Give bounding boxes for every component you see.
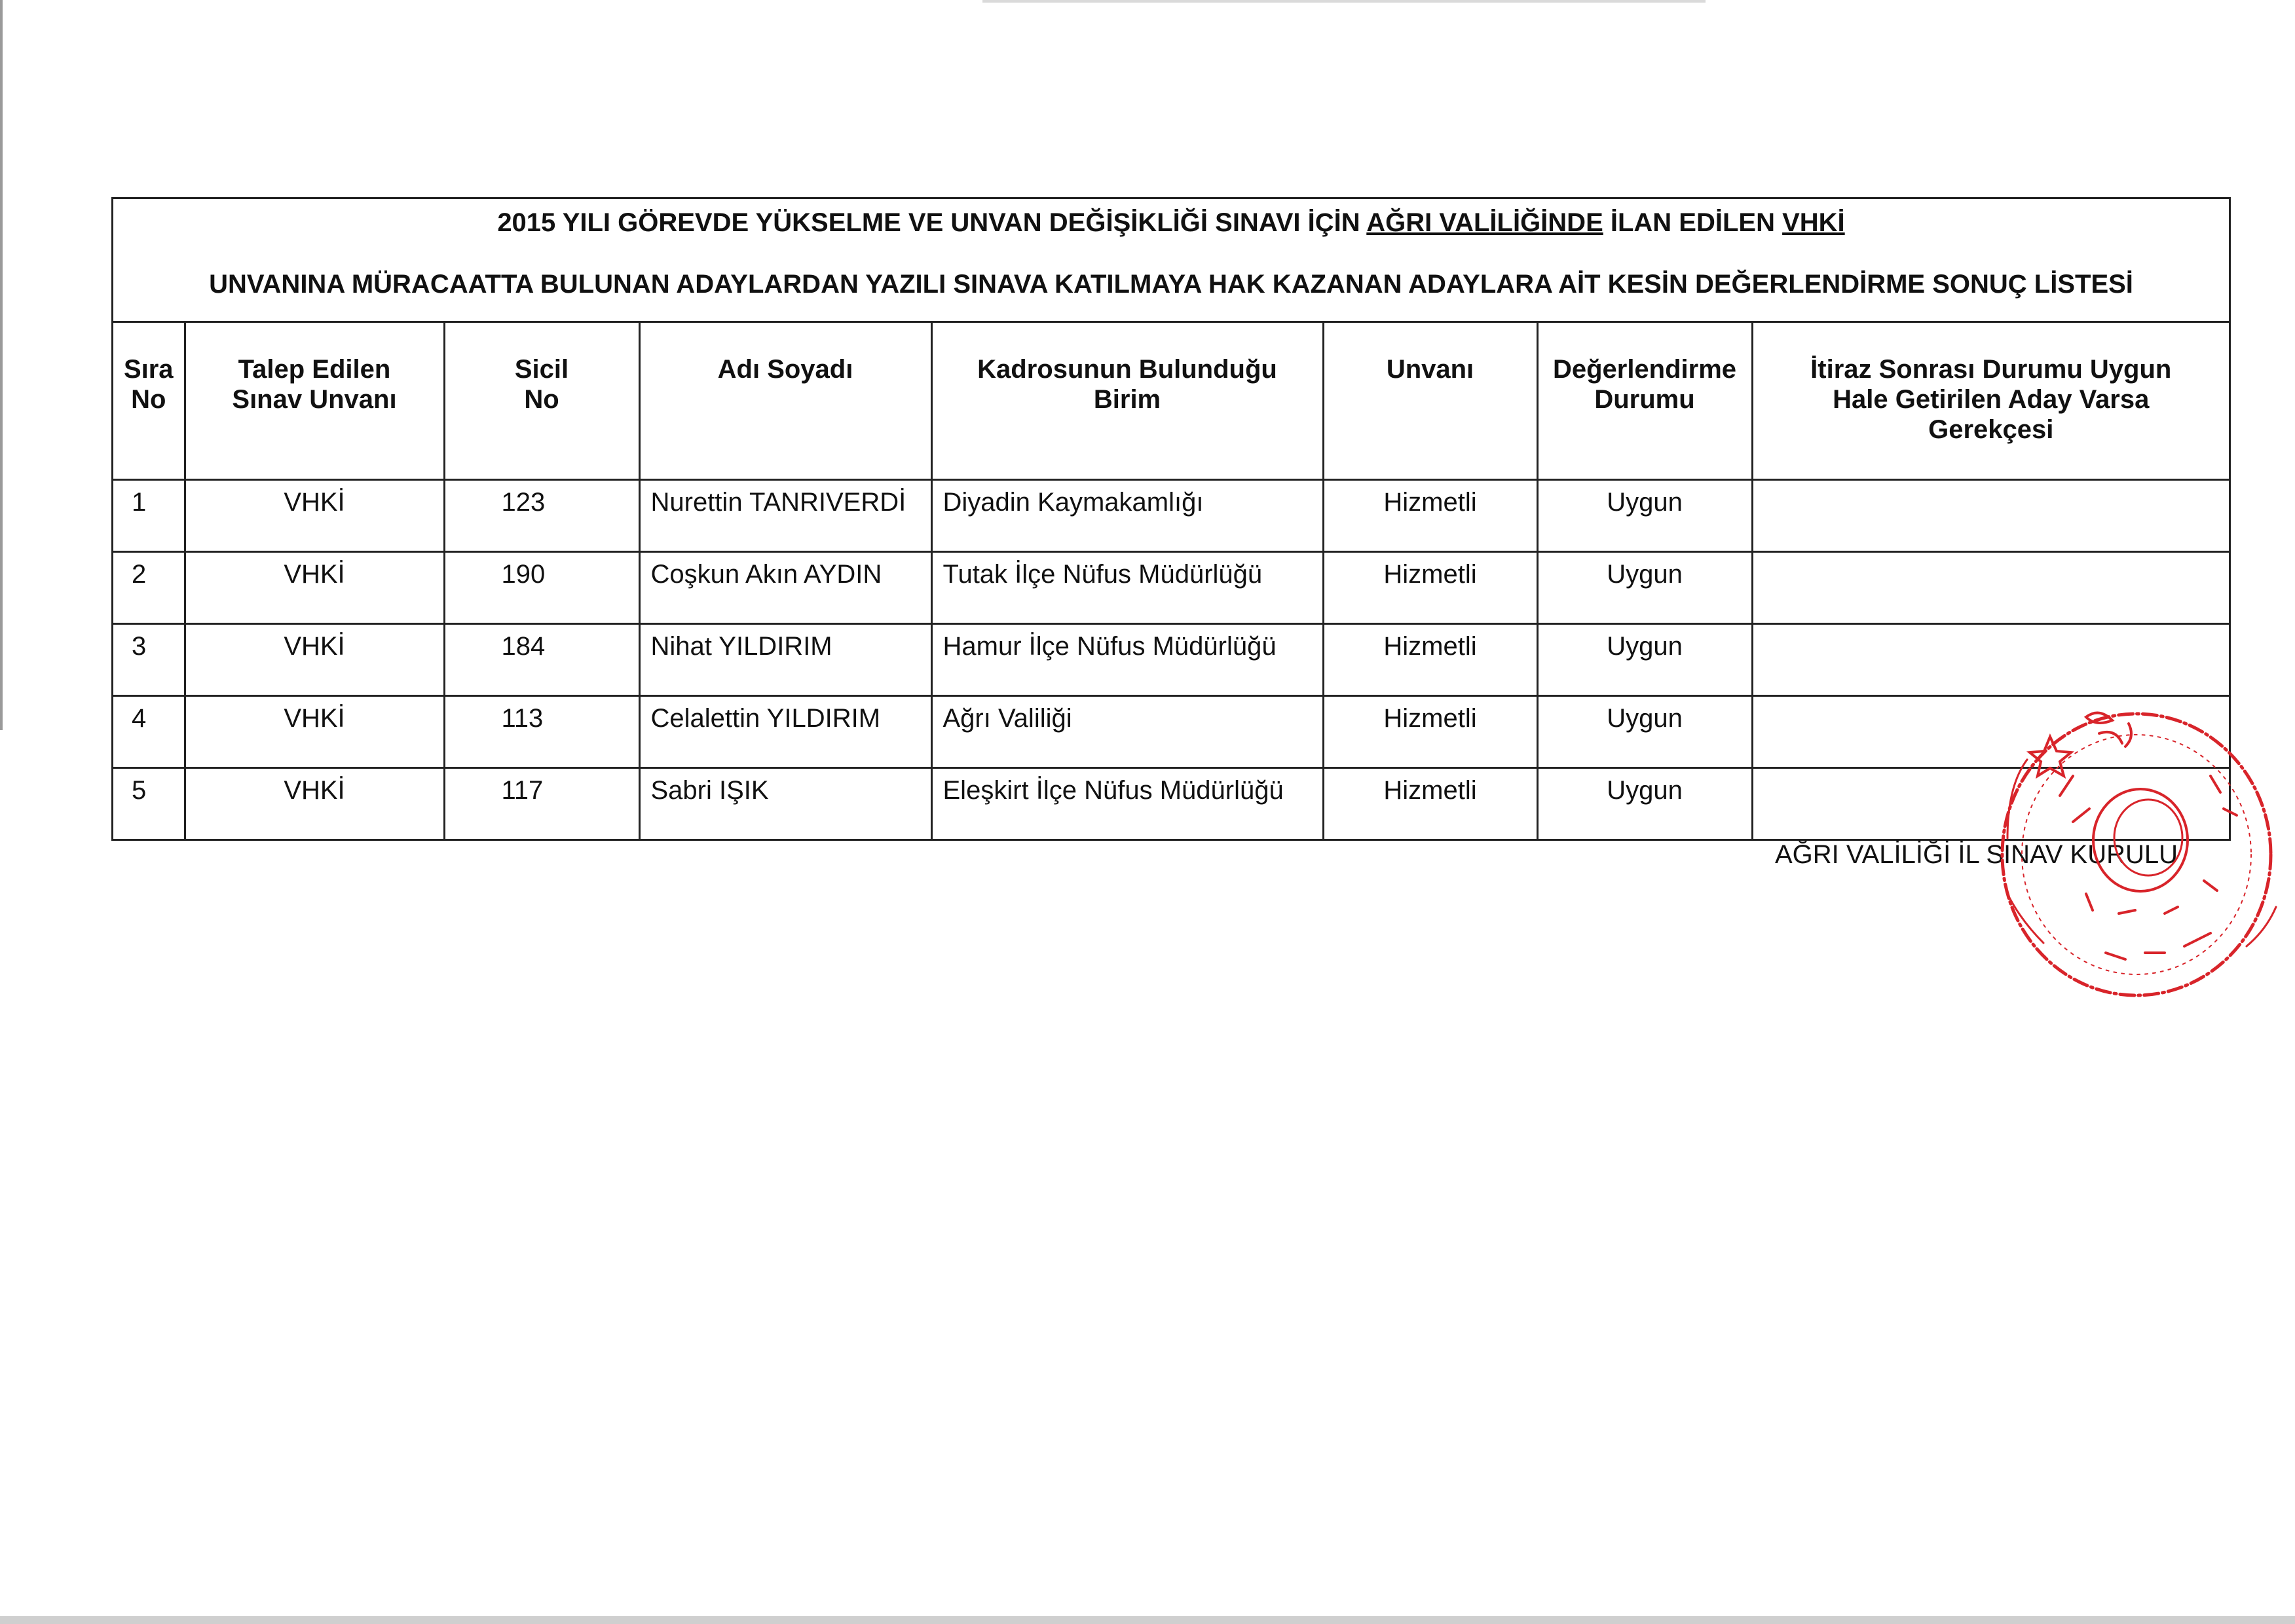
- cell-talep: VHKİ: [185, 624, 444, 696]
- cell-sira: 4: [113, 696, 185, 768]
- header-itiraz: İtiraz Sonrası Durumu Uygun Hale Getirilen Aday Varsa Gerekçesi: [1752, 323, 2229, 480]
- cell-talep: VHKİ: [185, 552, 444, 624]
- table-row: [113, 624, 2229, 696]
- header-degerlendirme: Değerlendirme Durumu: [1537, 323, 1752, 480]
- cell-durum: Uygun: [1537, 696, 1752, 768]
- cell-durum: Uygun: [1537, 624, 1752, 696]
- title-underlined-position: VHKİ: [1782, 208, 1845, 237]
- table-header-row: [113, 323, 2229, 480]
- title-line-1: 2015 YILI GÖREVDE YÜKSELME VE UNVAN DEĞİŞİKLİĞİ SINAVI İÇİN AĞRI VALİLİĞİNDE İLAN EDİLEN VHKİ: [497, 208, 1845, 237]
- cell-durum: Uygun: [1537, 552, 1752, 624]
- cell-unvan: Hizmetli: [1323, 768, 1537, 840]
- header-adi-soyadi: Adı Soyadı: [639, 323, 931, 480]
- cell-unvan: Hizmetli: [1323, 624, 1537, 696]
- cell-sicil: 117: [444, 768, 639, 840]
- cell-sicil: 113: [444, 696, 639, 768]
- cell-unvan: Hizmetli: [1323, 552, 1537, 624]
- table-row: [113, 696, 2229, 768]
- cell-talep: VHKİ: [185, 768, 444, 840]
- title-line-2: UNVANINA MÜRACAATTA BULUNAN ADAYLARDAN YAZILI SINAVA KATILMAYA HAK KAZANAN ADAYLARA AİT KESİN DEĞERLENDİRME SONUÇ LİSTESİ: [209, 270, 2133, 299]
- cell-talep: VHKİ: [185, 696, 444, 768]
- cell-birim: Eleşkirt İlçe Nüfus Müdürlüğü: [931, 768, 1323, 840]
- table-row: [113, 552, 2229, 624]
- cell-birim: Tutak İlçe Nüfus Müdürlüğü: [931, 552, 1323, 624]
- title-underlined-governorship: AĞRI VALİLİĞİNDE: [1366, 208, 1603, 237]
- cell-ad-soyad: Nihat YILDIRIM: [639, 624, 931, 696]
- scan-edge-left: [0, 0, 3, 730]
- document-title: [113, 199, 2229, 323]
- official-seal-stamp-icon: [1988, 697, 2286, 1005]
- cell-ad-soyad: Celalettin YILDIRIM: [639, 696, 931, 768]
- table-row: [113, 768, 2229, 840]
- cell-sira: 5: [113, 768, 185, 840]
- cell-ad-soyad: Coşkun Akın AYDIN: [639, 552, 931, 624]
- header-kadro-birim: Kadrosunun Bulunduğu Birim: [931, 323, 1323, 480]
- cell-unvan: Hizmetli: [1323, 696, 1537, 768]
- header-talep-edilen: Talep Edilen Sınav Unvanı: [185, 323, 444, 480]
- cell-durum: Uygun: [1537, 480, 1752, 552]
- results-table: [113, 323, 2229, 839]
- cell-sicil: 190: [444, 552, 639, 624]
- signature-commission: AĞRI VALİLİĞİ İL SINAV KURULU: [1775, 840, 2178, 869]
- header-unvani: Unvanı: [1323, 323, 1537, 480]
- cell-birim: Ağrı Valiliği: [931, 696, 1323, 768]
- cell-sicil: 184: [444, 624, 639, 696]
- header-sira-no: Sıra No: [113, 323, 185, 480]
- header-sicil-no: Sicil No: [444, 323, 639, 480]
- cell-sira: 2: [113, 552, 185, 624]
- cell-durum: Uygun: [1537, 768, 1752, 840]
- results-document: [111, 197, 2231, 841]
- scan-edge-bottom: [0, 1616, 2295, 1624]
- cell-sicil: 123: [444, 480, 639, 552]
- cell-unvan: Hizmetli: [1323, 480, 1537, 552]
- table-row: [113, 480, 2229, 552]
- cell-birim: Hamur İlçe Nüfus Müdürlüğü: [931, 624, 1323, 696]
- cell-gerekce: [1752, 552, 2229, 624]
- cell-talep: VHKİ: [185, 480, 444, 552]
- cell-gerekce: [1752, 624, 2229, 696]
- cell-sira: 3: [113, 624, 185, 696]
- cell-ad-soyad: Nurettin TANRIVERDİ: [639, 480, 931, 552]
- cell-gerekce: [1752, 480, 2229, 552]
- cell-sira: 1: [113, 480, 185, 552]
- cell-birim: Diyadin Kaymakamlığı: [931, 480, 1323, 552]
- cell-ad-soyad: Sabri IŞIK: [639, 768, 931, 840]
- scan-edge-top: [982, 0, 1706, 3]
